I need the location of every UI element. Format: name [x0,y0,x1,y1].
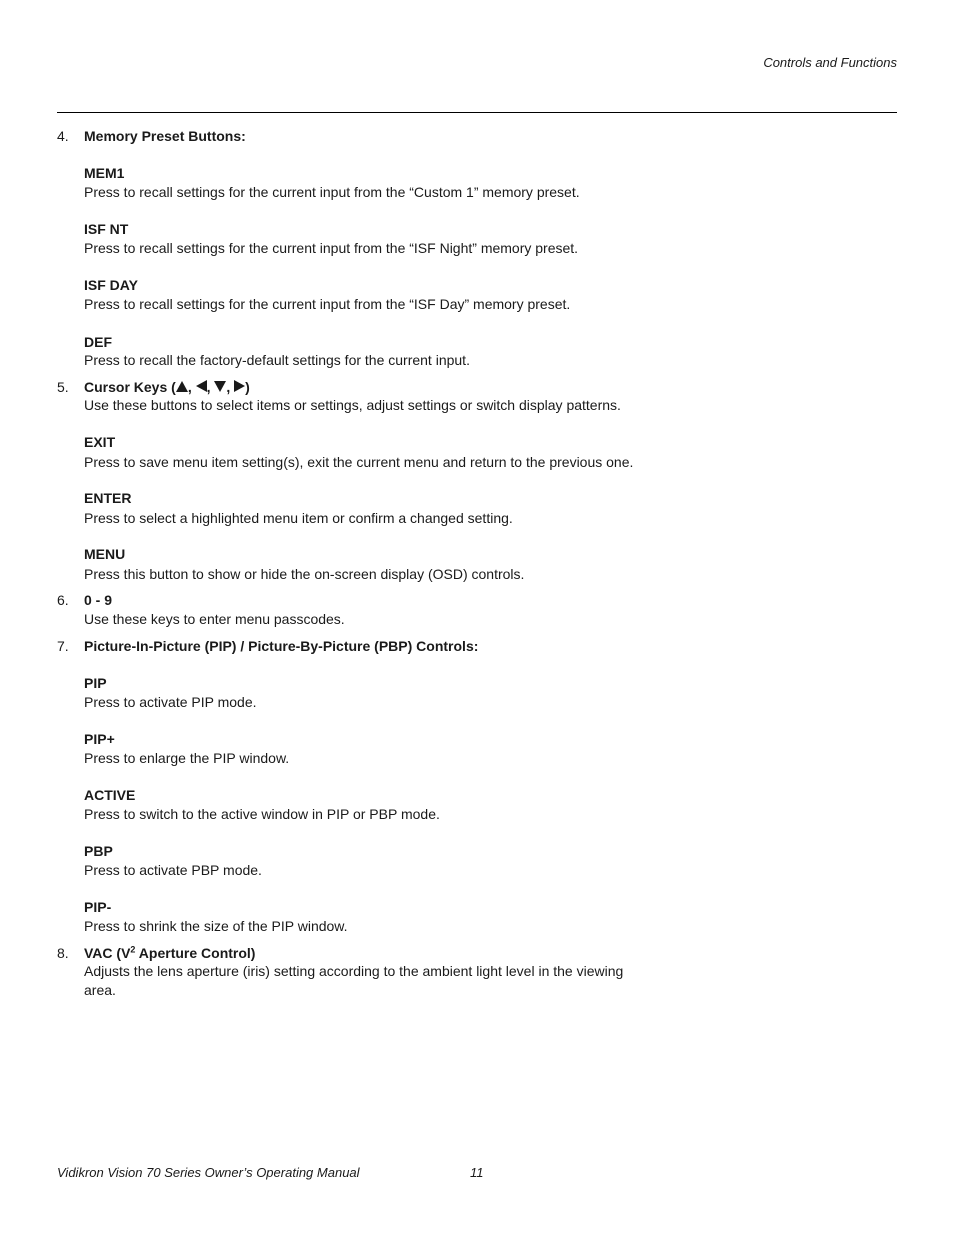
sub-label-mem1: MEM1 [84,165,125,181]
sub-text-pbp: Press to activate PBP mode. [84,862,262,878]
item-number: 8. [57,945,69,961]
header-rule [57,112,897,113]
arrow-left-icon [196,380,207,392]
sub-text-pip-minus: Press to shrink the size of the PIP window. [84,918,348,934]
sub-label-active: ACTIVE [84,787,136,803]
sub-text-pip-plus: Press to enlarge the PIP window. [84,750,290,766]
sub-label-menu: MENU [84,546,126,562]
footer-manual-title: Vidikron Vision 70 Series Owner’s Operating Manual [57,1165,360,1180]
sub-text-enter: Press to select a highlighted menu item or confirm a changed setting. [84,510,513,526]
item-title-0-9: 0 - 9 [84,592,113,608]
sub-text-mem1: Press to recall settings for the current input from the “Custom 1” memory preset. [84,184,580,200]
cursor-title-separator: , [226,379,231,395]
sub-label-pbp: PBP [84,843,113,859]
arrow-down-icon [214,381,226,392]
vac-title-prefix: VAC (V [84,945,131,961]
item-number: 7. [57,638,69,654]
sub-text-pip: Press to activate PIP mode. [84,694,257,710]
cursor-title-separator: , [187,379,192,395]
sub-label-enter: ENTER [84,490,132,506]
item-title-cursor-keys [84,379,250,395]
vac-title-suffix: Aperture Control) [135,945,256,961]
sub-label-isf-nt: ISF NT [84,221,129,237]
sub-label-pip-plus: PIP+ [84,731,115,747]
item-number: 6. [57,592,69,608]
item-description-vac-line2: area. [84,982,116,998]
sub-text-exit: Press to save menu item setting(s), exit the current menu and return to the previous one. [84,454,634,470]
vac-title-superscript: 2 [130,944,136,955]
sub-label-isf-day: ISF DAY [84,277,138,293]
item-description-vac-line1: Adjusts the lens aperture (iris) setting according to the ambient light level in the viewing [84,963,624,979]
item-number: 4. [57,128,69,144]
item-description-cursor-keys: Use these buttons to select items or settings, adjust settings or switch display patterns. [84,397,621,413]
arrow-right-icon [234,380,245,392]
sub-label-pip: PIP [84,675,107,691]
sub-label-exit: EXIT [84,434,116,450]
cursor-title-prefix: Cursor Keys ( [84,379,176,395]
sub-text-isf-day: Press to recall settings for the current input from the “ISF Day” memory preset. [84,296,571,312]
sub-text-isf-nt: Press to recall settings for the current input from the “ISF Night” memory preset. [84,240,579,256]
cursor-title-separator: , [206,379,211,395]
page-number: 11 [470,1165,484,1180]
sub-text-active: Press to switch to the active window in PIP or PBP mode. [84,806,440,822]
sub-text-def: Press to recall the factory-default settings for the current input. [84,352,470,368]
running-header: Controls and Functions [763,55,897,70]
item-title-vac [84,945,255,961]
item-number: 5. [57,379,69,395]
item-title-memory-preset: Memory Preset Buttons: [84,128,246,144]
item-title-pip-pbp: Picture-In-Picture (PIP) / Picture-By-Picture (PBP) Controls: [84,638,479,654]
arrow-up-icon [176,381,188,392]
sub-label-pip-minus: PIP- [84,899,112,915]
item-description-0-9: Use these keys to enter menu passcodes. [84,611,345,627]
sub-label-def: DEF [84,334,112,350]
sub-text-menu: Press this button to show or hide the on-screen display (OSD) controls. [84,566,525,582]
cursor-title-suffix: ) [245,379,250,395]
